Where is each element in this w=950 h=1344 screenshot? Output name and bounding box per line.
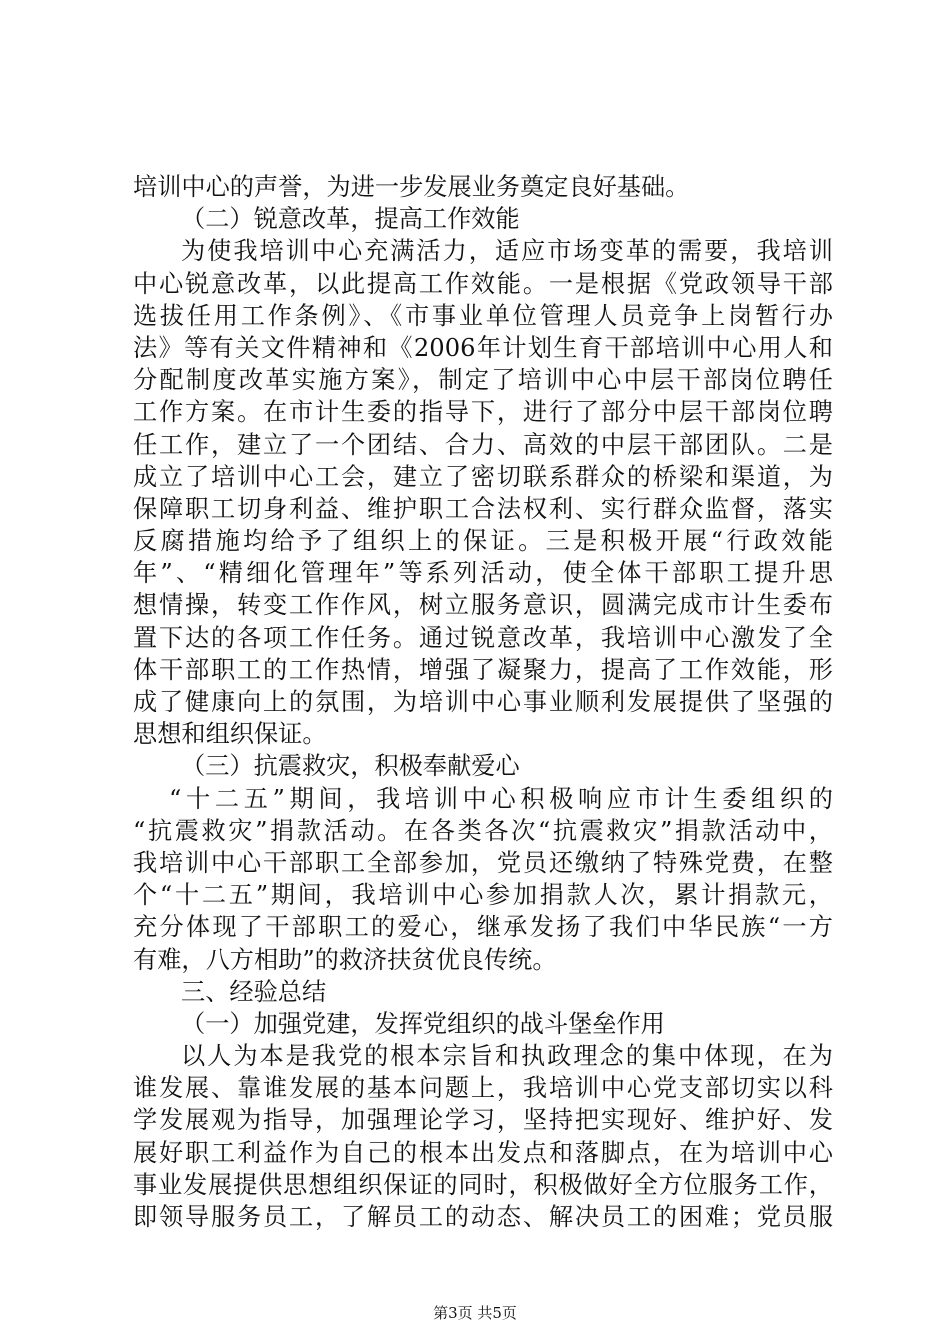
text-line: 体干部职工的工作热情，增强了凝聚力，提高了工作效能，形	[133, 655, 833, 684]
text-line: 成了健康向上的氛围，为培训中心事业顺利发展提供了坚强的	[133, 688, 833, 716]
section-heading: （二）锐意改革，提高工作效能	[181, 205, 520, 234]
text-line: 充分体现了干部职工的爱心，继承发扬了我们中华民族“一方	[133, 913, 833, 942]
text-line: 反腐措施均给予了组织上的保证。三是积极开展“行政效能	[133, 527, 833, 556]
text-line: 思想和组织保证。	[133, 720, 327, 749]
page-footer: 第3页 共5页	[433, 1304, 517, 1322]
text-line: 为使我培训中心充满活力，适应市场变革的需要，我培训	[181, 237, 833, 266]
text-line: 有难，八方相助”的救济扶贫优良传统。	[133, 945, 557, 974]
text-line: 年”、“精细化管理年”等系列活动，使全体干部职工提升思	[133, 559, 833, 588]
text-line: 任工作，建立了一个团结、合力、高效的中层干部团队。二是	[133, 430, 833, 459]
text-line: 即领导服务员工，了解员工的动态、解决员工的困难；党员服	[133, 1203, 833, 1231]
text-line: 我培训中心干部职工全部参加，党员还缴纳了特殊党费，在整	[133, 848, 833, 877]
text-line: 谁发展、靠谁发展的基本问题上，我培训中心党支部切实以科	[133, 1074, 833, 1103]
text-line: 中心锐意改革，以此提高工作效能。一是根据《党政领导干部	[133, 269, 833, 298]
text-line: 法》等有关文件精神和《2006年计划生育干部培训中心用人和	[133, 333, 833, 362]
text-line: “十二五”期间，我培训中心积极响应市计生委组织的	[169, 784, 833, 813]
section-heading: （三）抗震救灾，积极奉献爱心	[181, 752, 520, 781]
text-line: 工作方案。在市计生委的指导下，进行了部分中层干部岗位聘	[133, 398, 833, 427]
text-line: 事业发展提供思想组织保证的同时，积极做好全方位服务工作，	[133, 1170, 833, 1199]
text-line: 展好职工利益作为自己的根本出发点和落脚点，在为培训中心	[133, 1138, 833, 1167]
text-line: 想情操，转变工作作风，树立服务意识，圆满完成市计生委布	[133, 591, 833, 620]
document-body	[133, 171, 833, 1233]
text-line: 学发展观为指导，加强理论学习，坚持把实现好、维护好、发	[133, 1106, 833, 1135]
text-line: 以人为本是我党的根本宗旨和执政理念的集中体现，在为	[181, 1042, 833, 1071]
text-line: “抗震救灾”捐款活动。在各类各次“抗震救灾”捐款活动中，	[133, 816, 833, 845]
text-line: 置下达的各项工作任务。通过锐意改革，我培训中心激发了全	[133, 623, 833, 652]
section-heading: （一）加强党建，发挥党组织的战斗堡垒作用	[181, 1009, 665, 1038]
text-line: 选拔任用工作条例》、《市事业单位管理人员竞争上岗暂行办	[133, 301, 833, 330]
text-line: 培训中心的声誉，为进一步发展业务奠定良好基础。	[133, 173, 690, 201]
text-line: 成立了培训中心工会，建立了密切联系群众的桥梁和渠道，为	[133, 462, 833, 491]
text-line: 个“十二五”期间，我培训中心参加捐款人次，累计捐款元，	[133, 881, 833, 910]
text-line: 分配制度改革实施方案》，制定了培训中心中层干部岗位聘任	[133, 366, 833, 395]
section-heading: 三、经验总结	[181, 977, 327, 1006]
text-line: 保障职工切身利益、维护职工合法权利、实行群众监督，落实	[133, 494, 833, 523]
